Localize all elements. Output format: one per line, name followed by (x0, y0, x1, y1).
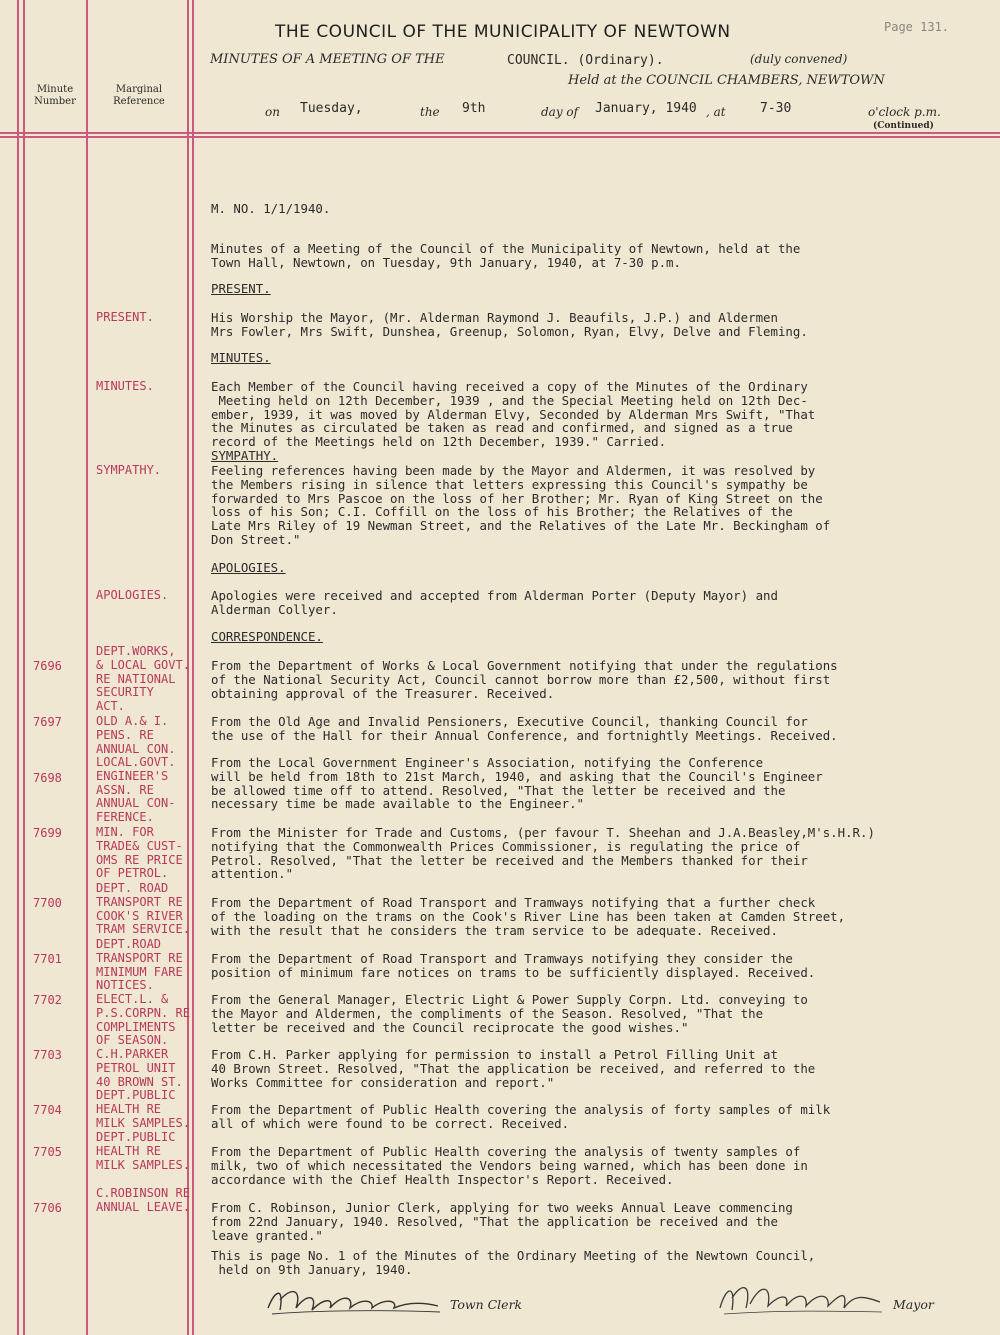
item-margin-ref: C.ROBINSON RE ANNUAL LEAVE. (96, 1186, 190, 1214)
item-margin-ref: MIN. FOR TRADE& CUST- OMS RE PRICE OF PETROL. (96, 825, 183, 881)
meeting-month-year: January, 1940 (595, 101, 697, 116)
margin-col-rule-2 (192, 0, 194, 1335)
item-text: From the Department of Road Transport and Tramways notifying that a further check of the loading on the trams on the Cook's River Line has been taken at Camden Street, with the result that he considers the tram service to be adequate. Received. (211, 895, 846, 938)
apologies-heading: APOLOGIES. (211, 560, 286, 575)
intro-paragraph: Minutes of a Meeting of the Council of the Municipality of Newtown, held at the Town Hall, Newtown, on Tuesday, 9th January, 1940, at 7-30 p.m. (211, 241, 801, 270)
item-text: From the Minister for Trade and Customs, (per favour T. Sheehan and J.A.Beasley,M's.H.R.) notifying that the Commonwealth Prices Commissioner, is regulating the price of Petrol. Resolved, "That the letter be received and the Members thanked for their attention." (211, 825, 875, 882)
document-title: THE COUNCIL OF THE MUNICIPALITY OF NEWTOWN (275, 22, 731, 42)
duly-convened: (duly convened) (750, 52, 848, 66)
mayor-label: Mayor (893, 1297, 934, 1312)
present-margin-ref: PRESENT. (96, 310, 154, 324)
minute-reference: M. NO. 1/1/1940. (211, 201, 331, 216)
item-minute-number: 7700 (33, 896, 62, 910)
continued-label: (Continued) (873, 121, 934, 131)
header-rule-1 (0, 132, 1000, 134)
item-text: From the Local Government Engineer's Association, notifying the Conference will be held from 18th to 21st March, 1940, and asking that the Council's Engineer be allowed time off to attend. Resolved, "That the letter be received and the necessary time be made available to the Engineer." (211, 755, 823, 812)
sympathy-text: Feeling references having been made by the Mayor and Aldermen, it was resolved by the Members rising in silence that letters expressing this Council's sympathy be forwarded to Mrs Pascoe on the loss of her Brother; Mr. Ryan of King Street on the loss of his Son; C.I. Coffill on the loss of his Brother; the Relatives of the Late Mrs Riley of 19 Newman Street, and the Relatives of the Late Mr. Beckingham of Don Street." (211, 463, 831, 547)
item-margin-ref: ELECT.L. & P.S.CORPN. RE COMPLIMENTS OF SEASON. (96, 992, 190, 1048)
minutes-heading: MINUTES. (211, 350, 271, 365)
on-label: on (265, 105, 280, 119)
left-rule-1 (17, 0, 19, 1335)
item-margin-ref: OLD A.& I. PENS. RE ANNUAL CON. (96, 714, 176, 756)
oclock-label: o'clock p.m. (868, 105, 941, 119)
minutes-margin-ref: MINUTES. (96, 379, 154, 393)
day-of-label: day of (541, 105, 579, 119)
town-clerk-signature (262, 1284, 452, 1318)
item-text: From the Department of Road Transport and Tramways notifying they consider the position of minimum fare notices on trams to be sufficiently displayed. Received. (211, 951, 816, 980)
marginal-reference-column-header: Marginal Reference (113, 84, 165, 107)
apologies-margin-ref: APOLOGIES. (96, 588, 169, 602)
item-text: From the Department of Works & Local Government notifying that under the regulations of the National Security Act, Council cannot borrow more than £2,500, without first obtaining approval of the Treasurer. Received. (211, 658, 838, 701)
present-text: His Worship the Mayor, (Mr. Alderman Raymond J. Beaufils, J.P.) and Aldermen Mrs Fowler, Mrs Swift, Dunshea, Greenup, Solomon, Ryan, Elvy, Delve and Fleming. (211, 310, 808, 339)
item-minute-number: 7703 (33, 1048, 62, 1062)
the-label: the (420, 105, 440, 119)
meeting-weekday: Tuesday, (300, 101, 363, 116)
item-minute-number: 7698 (33, 771, 62, 785)
item-margin-ref: DEPT.WORKS, & LOCAL GOVT. RE NATIONAL SECURITY ACT. (96, 644, 190, 714)
item-minute-number: 7699 (33, 826, 62, 840)
sympathy-heading: SYMPATHY. (211, 448, 279, 463)
meeting-time: 7-30 (760, 101, 792, 116)
item-text: From C.H. Parker applying for permission to install a Petrol Filling Unit at 40 Brown Street. Resolved, "That the application be received, and referred to the Works Committee for consideration and report." (211, 1047, 816, 1090)
item-minute-number: 7697 (33, 715, 62, 729)
item-minute-number: 7706 (33, 1201, 62, 1215)
item-text: From the General Manager, Electric Light & Power Supply Corpn. Ltd. conveying to the Mayor and Aldermen, the compliments of the Season. Resolved, "That the letter be received and the Council reciprocate the good wishes." (211, 992, 808, 1035)
correspondence-heading: CORRESPONDENCE. (211, 629, 323, 644)
closing-statement: This is page No. 1 of the Minutes of the Ordinary Meeting of the Newtown Council, held on 9th January, 1940. (211, 1248, 816, 1277)
present-heading: PRESENT. (211, 281, 271, 296)
item-text: From the Department of Public Health covering the analysis of forty samples of milk all of which were found to be correct. Received. (211, 1102, 831, 1131)
item-minute-number: 7696 (33, 659, 62, 673)
item-text: From the Department of Public Health covering the analysis of twenty samples of milk, two of which necessitated the Vendors being warned, which has been done in accordance with the Chief Health Inspector's Report. Received. (211, 1144, 808, 1187)
item-minute-number: 7705 (33, 1145, 62, 1159)
item-minute-number: 7701 (33, 952, 62, 966)
item-minute-number: 7702 (33, 993, 62, 1007)
town-clerk-label: Town Clerk (450, 1297, 523, 1312)
item-margin-ref: C.H.PARKER PETROL UNIT 40 BROWN ST. (96, 1047, 183, 1089)
item-text: From C. Robinson, Junior Clerk, applying for two weeks Annual Leave commencing from 22nd January, 1940. Resolved, "That the application be received and the leave granted." (211, 1200, 793, 1243)
minute-number-column-header: Minute Number (34, 84, 76, 107)
item-margin-ref: DEPT.PUBLIC HEALTH RE MILK SAMPLES. (96, 1130, 190, 1172)
header-rule-2 (0, 136, 1000, 138)
minutes-text: Each Member of the Council having received a copy of the Minutes of the Ordinary Meeting held on 12th December, 1939 , and the Special Meeting held on 12th Dec- ember, 1939, it was moved by Alderman Elvy, Seconded by Alderman Mrs Swift, "That the Minutes as circulated be taken as read and confirmed, and signed as a true record of the Meetings held on 12th December, 1939." Carried. (211, 379, 816, 450)
item-margin-ref: DEPT.ROAD TRANSPORT RE MINIMUM FARE NOTICES. (96, 937, 183, 993)
minute-col-rule (86, 0, 88, 1335)
mayor-signature (712, 1278, 892, 1320)
minutes-of-label: MINUTES OF A MEETING OF THE (210, 52, 445, 67)
sympathy-margin-ref: SYMPATHY. (96, 463, 162, 477)
item-text: From the Old Age and Invalid Pensioners, Executive Council, thanking Council for the use of the Hall for their Annual Conference, and fortnightly Meetings. Received. (211, 714, 838, 743)
item-minute-number: 7704 (33, 1103, 62, 1117)
meeting-day: 9th (462, 101, 486, 116)
at-label: , at (706, 105, 726, 119)
item-margin-ref: DEPT.PUBLIC HEALTH RE MILK SAMPLES. (96, 1088, 190, 1130)
item-margin-ref: LOCAL.GOVT. ENGINEER'S ASSN. RE ANNUAL CON- FERENCE. (96, 755, 176, 825)
page-number: Page 131. (884, 20, 950, 34)
held-at-label: Held at the COUNCIL CHAMBERS, NEWTOWN (568, 73, 885, 88)
item-margin-ref: DEPT. ROAD TRANSPORT RE COOK'S RIVER TRAM SERVICE. (96, 881, 190, 937)
council-type: COUNCIL. (Ordinary). (507, 53, 664, 68)
left-rule-2 (23, 0, 25, 1335)
apologies-text: Apologies were received and accepted from Alderman Porter (Deputy Mayor) and Alderman Collyer. (211, 588, 778, 617)
